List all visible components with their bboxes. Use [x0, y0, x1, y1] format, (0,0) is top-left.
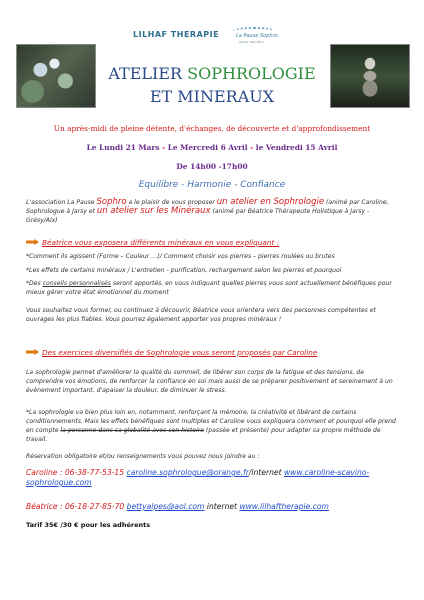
- caroline-paragraph-2-suffix: (passée et présente) pour adapter sa propre méthode de travail.: [26, 427, 381, 443]
- association-text: a le plaisir de vous proposer: [126, 199, 217, 206]
- tarif-text: Tarif 35€ /30 € pour les adhérents: [26, 521, 151, 529]
- lilhaf-logo: [133, 30, 219, 39]
- beatrice-paragraph: Vous souhaitez vous former, ou continuez à découvrir, Béatrice vous orientera vers des personnes compétentes et ouvrages les plus fiables. Vous pourrez également apporter vos propres minéraux !: [26, 307, 376, 323]
- dates-line: [0, 143, 424, 152]
- beatrice-point-3: [26, 279, 398, 297]
- date-separator: -: [247, 143, 256, 152]
- title-word-sophrologie: SOPHROLOGIE: [187, 64, 316, 83]
- association-name: Sophro: [96, 197, 127, 207]
- motto: Equilibre - Harmonie - Confiance: [138, 180, 286, 190]
- caroline-phone: Caroline : 06-38-77-53-15: [26, 468, 127, 477]
- hours-line: De 14h00 -17h00: [176, 162, 248, 171]
- page-title: [0, 64, 424, 83]
- highlight-mineraux: un atelier sur les Minéraux: [96, 206, 211, 216]
- beatrice-point-1: *Comment ils agissent (Forme – Couleur …)/ Comment choisir vos pierres – pierres roulées ou brutes: [26, 253, 335, 260]
- contact-caroline: [26, 468, 406, 488]
- intro-text: Un après-midi de pleine détente, d'échanges, de découverte et d'approfondissement: [53, 124, 371, 133]
- orange-arrow-icon: [26, 349, 39, 355]
- association-paragraph: [26, 198, 398, 225]
- caroline-paragraph-2: [26, 408, 398, 444]
- association-text: (animé par Béatrice Thérapeute Holistique à Jarsy - Grésy/Aix): [26, 208, 370, 224]
- beatrice-site-link[interactable]: www.lilhaftherapie.com: [239, 502, 329, 511]
- highlight-sophrologie: un atelier en Sophrologie: [216, 197, 325, 207]
- date-separator: -: [159, 143, 168, 152]
- beatrice-section-title: [26, 238, 279, 247]
- date-third: le Vendredi 15 Avril: [255, 143, 338, 152]
- beatrice-phone: Béatrice : 06-18-27-85-70: [26, 502, 127, 511]
- beatrice-point-3-suffix: seront apportés, en vous indiquant quelles pierres vous sont actuellement bénéfiques pour mieux gérer votre état émotionnel du moment: [26, 280, 392, 296]
- caroline-paragraph-2-prefix: *La sophrologie va bien plus loin en, notamment, renforçant la mémoire, la créativité et libérant de certains conditionnements. Mais les effets bénéfiques sont multiples et Caroline vous expliquera comment et pourquoi elle prend en compte: [26, 409, 396, 434]
- pause-sophro-name: La Pause Sophro: [236, 33, 278, 39]
- globalite-text: la personne dans sa globalité avec son histoire: [60, 427, 204, 434]
- pause-sophro-sub: Atelier Bien-Être: [239, 40, 264, 44]
- reservation-text: Réservation obligatoire et/ou renseignements vous pouvez nous joindre au :: [26, 453, 260, 460]
- lilhaf-logo-text: LILHAF THERAPIE: [133, 30, 220, 39]
- association-text: (animé par Caroline, Sophrologue à Jarsy et: [26, 199, 389, 215]
- caroline-title-text: Des exercices diversifiés de Sophrologie vous seront proposés par Caroline: [42, 348, 318, 357]
- caroline-site-link[interactable]: www.caroline-scavino-sophrologue.com: [26, 468, 370, 487]
- caroline-section-title: [26, 348, 317, 357]
- orange-arrow-icon: [26, 239, 39, 245]
- page-subtitle: ET MINERAUX: [149, 87, 275, 106]
- date-second: Le Mercredi 6 Avril: [167, 143, 248, 152]
- beatrice-point-3-prefix: *Des: [26, 280, 43, 287]
- contact-separator: /internet: [248, 468, 284, 477]
- title-word-atelier: ATELIER: [108, 64, 183, 83]
- beatrice-title-text: Béatrice vous exposera différents minéraux en vous expliquant :: [42, 238, 280, 247]
- pause-sophro-logo: [233, 27, 278, 47]
- association-prefix: L'association La Pause: [26, 199, 97, 206]
- beatrice-point-2: *Les effets de certains minéraux / L'entretien - purification, rechargement selon les pierres et pourquoi: [26, 267, 342, 274]
- date-first: Le Lundi 21 Mars: [86, 143, 160, 152]
- caroline-paragraph-1: La sophrologie permet d'améliorer la qualité du sommeil, de libérer son corps de la fatigue et des tensions, de comprendre vos émotions, de renforcer la confiance en soi mais aussi de se préparer positivement et sereinement à un évènement important, d'apaiser la douleur, de diminuer le stress.: [26, 369, 393, 394]
- contact-separator: internet: [204, 502, 240, 511]
- beatrice-email-link[interactable]: bettyalpes@aol.com: [126, 502, 205, 511]
- contact-beatrice: [26, 502, 406, 512]
- conseils-personnalises: conseils personnalisés: [42, 280, 111, 287]
- caroline-email-link[interactable]: caroline.sophrologue@orange.fr: [126, 468, 249, 477]
